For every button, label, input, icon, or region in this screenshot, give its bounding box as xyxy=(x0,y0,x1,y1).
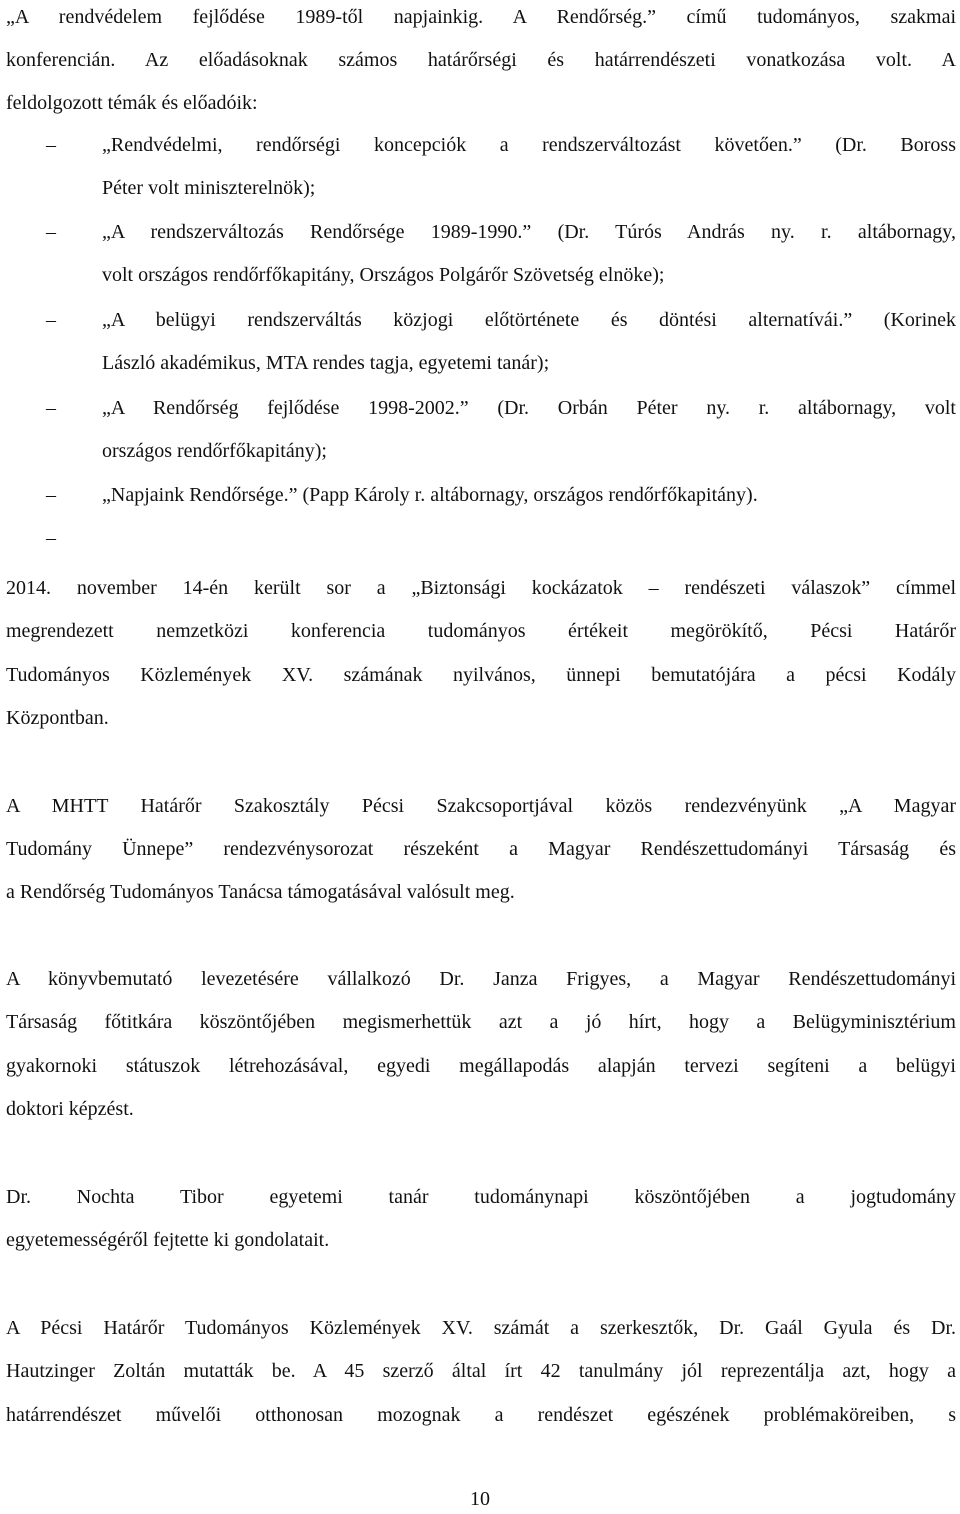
dash-bullet: – xyxy=(46,527,56,549)
dash-bullet: – xyxy=(46,309,56,331)
list-item-text: országos rendőrfőkapitány); xyxy=(102,440,327,462)
text-line: megrendezett nemzetközi konferencia tudományos értékeit megörökítő, Pécsi Határőr xyxy=(6,620,956,642)
text-line: egyetemességéről fejtette ki gondolatait. xyxy=(6,1229,330,1251)
list-item-text: Péter volt miniszterelnök); xyxy=(102,177,316,199)
text-line: Központban. xyxy=(6,707,109,729)
text-line: „A rendvédelem fejlődése 1989-től napjainkig. A Rendőrség.” című tudományos, szakmai xyxy=(6,6,956,28)
dash-bullet: – xyxy=(46,484,56,506)
dash-bullet: – xyxy=(46,397,56,419)
dash-bullet: – xyxy=(46,221,56,243)
text-line: doktori képzést. xyxy=(6,1098,134,1120)
text-line: Tudomány Ünnepe” rendezvénysorozat részeként a Magyar Rendészettudományi Társaság és xyxy=(6,838,956,860)
list-item-text: „Napjaink Rendőrsége.” (Papp Károly r. altábornagy, országos rendőrfőkapitány). xyxy=(102,484,758,506)
dash-bullet: – xyxy=(46,134,56,156)
text-line: Hautzinger Zoltán mutatták be. A 45 szerző által írt 42 tanulmány jól reprezentálja azt, hogy a xyxy=(6,1360,956,1382)
text-line: Tudományos Közlemények XV. számának nyilvános, ünnepi bemutatójára a pécsi Kodály xyxy=(6,664,956,686)
text-line: gyakornoki státuszok létrehozásával, egyedi megállapodás alapján tervezi segíteni a belügyi xyxy=(6,1055,956,1077)
text-line: A MHTT Határőr Szakosztály Pécsi Szakcsoportjával közös rendezvényünk „A Magyar xyxy=(6,795,956,817)
list-item-text: „A Rendőrség fejlődése 1998-2002.” (Dr. Orbán Péter ny. r. altábornagy, volt xyxy=(102,397,956,419)
text-line: konferencián. Az előadásoknak számos határőrségi és határrendészeti vonatkozása volt. A xyxy=(6,49,956,71)
list-item-text: László akadémikus, MTA rendes tagja, egyetemi tanár); xyxy=(102,352,550,374)
list-item-text: volt országos rendőrfőkapitány, Országos Polgárőr Szövetség elnöke); xyxy=(102,264,665,286)
text-line: 2014. november 14-én került sor a „Biztonsági kockázatok – rendészeti válaszok” címmel xyxy=(6,577,956,599)
text-line: A Pécsi Határőr Tudományos Közlemények XV. számát a szerkesztők, Dr. Gaál Gyula és Dr. xyxy=(6,1317,956,1339)
list-item-text: „Rendvédelmi, rendőrségi koncepciók a rendszerváltozást követően.” (Dr. Boross xyxy=(102,134,956,156)
list-item-text: „A belügyi rendszerváltás közjogi előtörténete és döntési alternatívái.” (Korinek xyxy=(102,309,956,331)
text-line: Társaság főtitkára köszöntőjében megismerhettük azt a jó hírt, hogy a Belügyminisztérium xyxy=(6,1011,956,1033)
text-line: a Rendőrség Tudományos Tanácsa támogatásával valósult meg. xyxy=(6,881,515,903)
text-line: Dr. Nochta Tibor egyetemi tanár tudománynapi köszöntőjében a jogtudomány xyxy=(6,1186,956,1208)
text-line: határrendészet művelői otthonosan mozognak a rendészet egészének problémaköreiben, s xyxy=(6,1404,956,1426)
list-item-text: „A rendszerváltozás Rendőrsége 1989-1990.” (Dr. Túrós András ny. r. altábornagy, xyxy=(102,221,956,243)
text-line: feldolgozott témák és előadóik: xyxy=(6,92,258,114)
text-line: A könyvbemutató levezetésére vállalkozó Dr. Janza Frigyes, a Magyar Rendészettudományi xyxy=(6,968,956,990)
page-number: 10 xyxy=(470,1488,490,1510)
